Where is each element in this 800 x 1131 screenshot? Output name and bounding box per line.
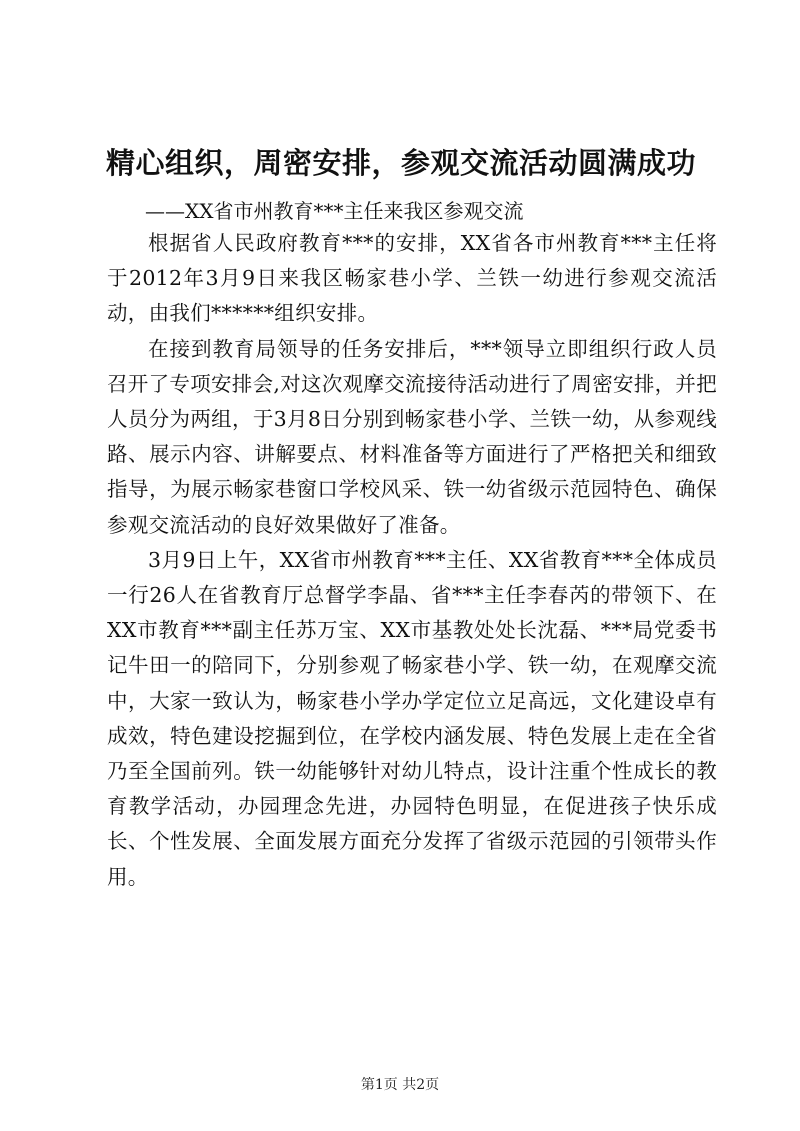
paragraph-1: 根据省人民政府教育***的安排，XX省各市州教育***主任将于2012年3月9日来我区畅家巷小学、兰铁一幼进行参观交流活动，由我们******组织安排。 — [107, 231, 717, 326]
paragraph-2: 在接到教育局领导的任务安排后，***领导立即组织行政人员召开了专项安排会,对这次观摩交流接待活动进行了周密安排，并把人员分为两组，于3月8日分别到畅家巷小学、兰铁一幼，从参观线路、展示内容、讲解要点、材料准备等方面进行了严格把关和细致指导，为展示畅家巷窗口学校风采、铁一幼省级示范园特色、确保参观交流活动的良好效果做好了准备。 — [107, 336, 718, 537]
document-title: 精心组织，周密安排，参观交流活动圆满成功 — [106, 146, 697, 180]
document-body — [107, 226, 717, 895]
document-subtitle: ——XX省市州教育***主任来我区参观交流 — [145, 199, 524, 223]
page-number-footer: 第1页 共2页 — [360, 1077, 440, 1093]
paragraph-3: 3月9日上午，XX省市州教育***主任、XX省教育***全体成员一行26人在省教育厅总督学李晶、省***主任李春芮的带领下、在XX市教育***副主任苏万宝、XX市基教处处长沈磊、***局党委书记牛田一的陪同下，分别参观了畅家巷小学、铁一幼，在观摩交流中，大家一致认为，畅家巷小学办学定位立足高远，文化建设卓有成效，特色建设挖掘到位，在学校内涵发展、特色发展上走在全省乃至全国前列。铁一幼能够针对幼儿特点，设计注重个性成长的教育教学活动，办园理念先进，办园特色明显，在促进孩子快乐成长、个性发展、全面发展方面充分发挥了省级示范园的引领带头作用。 — [107, 547, 717, 889]
